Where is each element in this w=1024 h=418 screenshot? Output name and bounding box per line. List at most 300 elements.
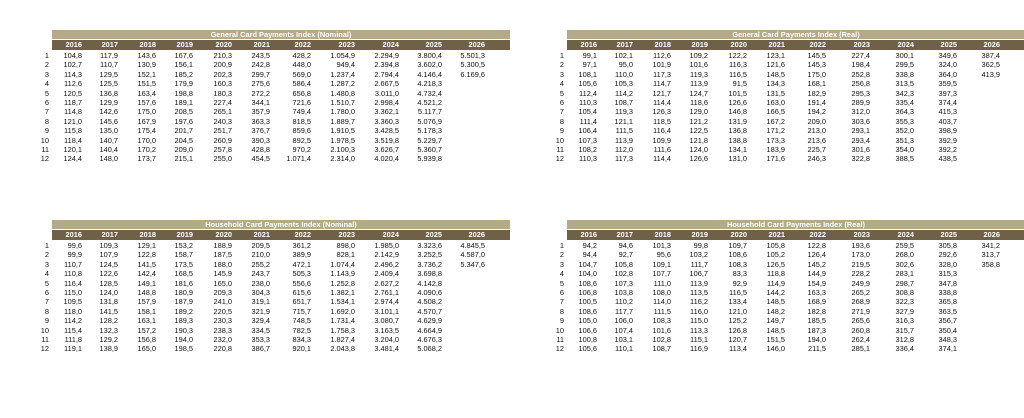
table-cell: 108,3 <box>652 316 671 326</box>
table-cell: 265,6 <box>851 316 870 326</box>
table-cell: 121,0 <box>63 116 82 126</box>
table-cell: 116,4 <box>64 278 82 288</box>
table-cell: 107,7 <box>652 269 671 279</box>
table-cell: 119,3 <box>615 107 633 117</box>
table-cell: 124,4 <box>63 154 82 164</box>
table-row <box>545 288 1015 297</box>
table-cell: 132,3 <box>99 325 118 335</box>
table-cell: 4.570,7 <box>417 306 442 316</box>
table-cell: 108,6 <box>728 250 747 260</box>
table-cell: 120,5 <box>63 88 82 98</box>
table-cell: 131,8 <box>99 297 118 307</box>
table-cell: 125,5 <box>99 79 118 89</box>
table-cell: 197,6 <box>174 116 193 126</box>
table-cell: 129,5 <box>99 69 118 79</box>
table-cell: 389,9 <box>292 250 311 260</box>
row-number: 11 <box>41 335 49 344</box>
table-row <box>545 126 1015 135</box>
table-cell: 359,5 <box>938 79 957 89</box>
row-number: 6 <box>44 288 49 297</box>
table-cell: 101,6 <box>689 60 708 70</box>
table-cell: 3.163,5 <box>374 325 399 335</box>
table-cell: 299,5 <box>895 60 914 70</box>
year-header: 2021 <box>253 40 270 49</box>
table-cell: 149,1 <box>137 278 156 288</box>
table-cell: 157,6 <box>137 98 156 107</box>
row-number: 10 <box>40 325 49 335</box>
table-cell: 260,8 <box>851 325 870 335</box>
table-cell: 365,8 <box>938 297 957 307</box>
table-cell: 782,5 <box>292 325 311 335</box>
table-cell: 230,3 <box>213 316 232 326</box>
table-cell: 271,9 <box>851 306 870 316</box>
table-cell: 108,2 <box>578 145 597 154</box>
table-row <box>545 297 1015 306</box>
row-number: 7 <box>559 297 564 307</box>
table-cell: 3.323,6 <box>417 241 442 250</box>
table-cell: 124,7 <box>689 88 708 98</box>
year-header: 2019 <box>176 230 193 239</box>
table-cell: 123,1 <box>766 51 785 60</box>
table-cell: 114,4 <box>653 98 671 107</box>
table-cell: 193,6 <box>851 241 870 250</box>
table-cell: 83,3 <box>732 269 747 279</box>
row-number: 12 <box>555 344 564 354</box>
table-cell: 308,8 <box>895 288 914 297</box>
table-cell: 1.287,2 <box>330 79 355 89</box>
table-row <box>545 51 1015 60</box>
table-cell: 99,8 <box>693 241 708 250</box>
table-cell: 651,7 <box>292 297 311 307</box>
table-cell: 106,6 <box>578 325 597 335</box>
row-number: 9 <box>44 126 49 136</box>
year-header: 2021 <box>768 40 785 49</box>
table-cell: 3.736,2 <box>417 259 442 269</box>
table-cell: 252,8 <box>851 69 870 79</box>
table-cell: 106,8 <box>578 288 597 297</box>
table-cell: 3.519,8 <box>374 135 399 145</box>
table-cell: 121,2 <box>689 116 708 126</box>
table-cell: 107,3 <box>614 278 633 288</box>
table-cell: 175,4 <box>137 126 156 136</box>
table-cell: 124,0 <box>99 288 118 297</box>
table-cell: 208,5 <box>174 107 193 117</box>
table-cell: 361,2 <box>292 241 311 250</box>
table-cell: 183,9 <box>766 145 785 154</box>
table-cell: 135,0 <box>99 126 118 136</box>
row-number: 2 <box>559 60 564 70</box>
table-cell: 2.142,9 <box>374 250 399 260</box>
table-cell: 356,7 <box>938 316 957 326</box>
row-number: 3 <box>44 259 49 269</box>
table-row <box>30 279 500 288</box>
table-cell: 3.481,4 <box>374 344 399 354</box>
year-header: 2019 <box>691 40 708 49</box>
row-number: 11 <box>41 145 49 154</box>
table-cell: 110,3 <box>579 154 597 164</box>
year-header: 2021 <box>253 230 270 239</box>
table-cell: 142,4 <box>137 269 156 279</box>
table-cell: 2.394,8 <box>374 60 399 70</box>
table-cell: 133,4 <box>728 297 747 307</box>
year-header: 2017 <box>101 230 118 239</box>
table-cell: 2.627,2 <box>374 278 399 288</box>
table-cell: 167,9 <box>137 116 156 126</box>
table-cell: 353,3 <box>251 335 270 344</box>
table-cell: 189,3 <box>174 316 193 326</box>
table-cell: 198,8 <box>174 88 193 98</box>
row-number: 7 <box>44 107 49 117</box>
table-cell: 834,3 <box>292 335 311 344</box>
row-number: 10 <box>40 135 49 145</box>
table-cell: 157,2 <box>137 325 156 335</box>
table-cell: 351,3 <box>895 135 914 145</box>
table-cell: 4.090,6 <box>417 288 442 297</box>
table-cell: 101,3 <box>652 241 671 250</box>
table-cell: 121,7 <box>652 88 671 98</box>
row-number: 2 <box>44 250 49 260</box>
row-number: 9 <box>559 126 564 136</box>
row-number: 11 <box>556 145 564 154</box>
row-number: 5 <box>44 88 49 98</box>
table-cell: 108,7 <box>652 344 671 354</box>
table-cell: 364,3 <box>895 107 914 117</box>
table-cell: 243,5 <box>251 51 270 60</box>
table-cell: 259,5 <box>895 241 914 250</box>
row-number: 10 <box>555 325 564 335</box>
table-cell: 5.347,6 <box>460 259 485 269</box>
table-cell: 569,0 <box>292 69 311 79</box>
table-cell: 586,4 <box>292 79 311 89</box>
table-cell: 151,5 <box>137 79 156 89</box>
table-cell: 338,8 <box>938 288 957 297</box>
table-cell: 116,4 <box>653 126 671 136</box>
table-cell: 111,6 <box>653 145 671 154</box>
year-header: 2021 <box>768 230 785 239</box>
row-number: 3 <box>44 69 49 79</box>
table-title: General Card Payments Index (Real) <box>567 30 1024 39</box>
row-number: 12 <box>40 344 49 354</box>
table-cell: 349,6 <box>938 51 957 60</box>
table-cell: 213,6 <box>807 135 826 145</box>
table-cell: 211,5 <box>808 344 826 354</box>
table-cell: 168,5 <box>174 269 193 279</box>
table-row <box>545 89 1015 98</box>
table-cell: 173,5 <box>174 259 193 269</box>
table-cell: 131,0 <box>728 154 747 164</box>
table-cell: 122,6 <box>99 269 118 279</box>
table-cell: 390,3 <box>251 135 270 145</box>
table-cell: 204,5 <box>174 135 193 145</box>
table-cell: 347,8 <box>938 278 957 288</box>
table-cell: 163,1 <box>137 316 156 326</box>
row-number: 5 <box>559 88 564 98</box>
table-cell: 116,2 <box>690 297 708 307</box>
table-cell: 163,4 <box>137 88 156 98</box>
table-cell: 438,5 <box>938 154 957 164</box>
table-cell: 321,9 <box>251 306 270 316</box>
table-title: Household Card Payments Index (Real) <box>567 220 1024 229</box>
table-cell: 316,3 <box>895 316 914 326</box>
table-cell: 108,3 <box>728 259 747 269</box>
table-cell: 108,6 <box>578 306 597 316</box>
table-cell: 721,6 <box>292 98 311 107</box>
table-cell: 138,8 <box>728 135 747 145</box>
table-row <box>30 241 500 250</box>
table-cell: 140,4 <box>99 145 118 154</box>
table-cell: 295,3 <box>851 88 870 98</box>
table-cell: 312,8 <box>895 335 914 344</box>
table-cell: 120,1 <box>63 145 82 154</box>
table-cell: 120,7 <box>728 335 747 344</box>
table-cell: 145,5 <box>807 51 826 60</box>
table-cell: 152,1 <box>137 69 156 79</box>
year-header: 2026 <box>983 40 1000 49</box>
table-cell: 113,9 <box>690 278 708 288</box>
table-cell: 5.229,7 <box>417 135 442 145</box>
table-cell: 185,2 <box>174 69 193 79</box>
table-cell: 100,8 <box>578 335 597 344</box>
table-cell: 298,7 <box>895 278 914 288</box>
table-cell: 181,6 <box>174 278 193 288</box>
table-cell: 130,9 <box>137 60 156 70</box>
table-cell: 194,2 <box>807 107 826 117</box>
table-cell: 327,9 <box>895 306 914 316</box>
table-cell: 859,6 <box>292 126 311 136</box>
table-cell: 114,2 <box>64 316 82 326</box>
table-cell: 1.143,9 <box>330 269 355 279</box>
table-cell: 242,8 <box>251 60 270 70</box>
table-row <box>545 70 1015 79</box>
table-cell: 227,4 <box>851 51 870 60</box>
table-row <box>545 344 1015 353</box>
table-row <box>545 260 1015 269</box>
table-cell: 102,7 <box>63 60 82 70</box>
table-cell: 3.428,5 <box>374 126 399 136</box>
year-header: 2025 <box>425 40 442 49</box>
table-cell: 114,2 <box>615 88 633 98</box>
table-cell: 91,5 <box>732 79 747 89</box>
table-cell: 115,1 <box>690 335 708 344</box>
table-cell: 272,2 <box>251 88 270 98</box>
table-cell: 158,7 <box>174 250 193 260</box>
table-cell: 238,3 <box>213 325 232 335</box>
table-cell: 4.521,2 <box>417 98 442 107</box>
table-cell: 1.910,5 <box>330 126 355 136</box>
table-cell: 194,0 <box>807 335 826 344</box>
year-header: 2026 <box>983 230 1000 239</box>
table-row <box>545 307 1015 316</box>
table-cell: 374,1 <box>938 344 957 354</box>
table-cell: 194,0 <box>174 335 193 344</box>
table-cell: 108,6 <box>578 278 597 288</box>
table-cell: 116,5 <box>729 69 747 79</box>
table-row <box>545 145 1015 154</box>
table-cell: 113,9 <box>615 135 633 145</box>
table-cell: 154,9 <box>807 278 826 288</box>
table-cell: 94,4 <box>582 250 597 260</box>
table-cell: 115,0 <box>690 316 708 326</box>
table-cell: 117,9 <box>100 51 118 60</box>
row-number: 8 <box>559 116 564 126</box>
table-cell: 300,1 <box>895 51 914 60</box>
year-header: 2022 <box>294 230 311 239</box>
table-cell: 110,2 <box>615 297 633 307</box>
table-cell: 109,7 <box>728 241 747 250</box>
table-cell: 146,0 <box>766 344 785 354</box>
row-number: 2 <box>44 60 49 70</box>
table-row <box>30 136 500 145</box>
table-cell: 148,5 <box>766 297 785 307</box>
table-title: General Card Payments Index (Nominal) <box>52 30 510 39</box>
table-cell: 2.667,5 <box>374 79 399 89</box>
table-cell: 118,6 <box>690 98 708 107</box>
table-cell: 209,0 <box>807 116 826 126</box>
table-cell: 125,2 <box>728 316 747 326</box>
table-row <box>545 326 1015 335</box>
table-cell: 171,6 <box>766 154 785 164</box>
table-cell: 215,1 <box>174 154 193 164</box>
table-cell: 5.939,8 <box>417 154 442 164</box>
table-cell: 175,0 <box>137 107 156 117</box>
table-cell: 119,1 <box>64 344 82 354</box>
row-number: 1 <box>44 241 49 250</box>
table-cell: 128,5 <box>99 278 118 288</box>
table-cell: 251,7 <box>213 126 232 136</box>
table-cell: 121,8 <box>689 135 708 145</box>
year-header: 2020 <box>730 230 747 239</box>
year-header: 2023 <box>853 230 870 239</box>
table-cell: 289,9 <box>851 98 870 107</box>
table-cell: 94,2 <box>582 241 597 250</box>
table-cell: 124,0 <box>689 145 708 154</box>
year-header: 2020 <box>730 40 747 49</box>
table-cell: 118,4 <box>64 135 82 145</box>
table-cell: 334,5 <box>251 325 270 335</box>
table-cell: 4.146,4 <box>417 69 442 79</box>
table-cell: 3.698,8 <box>417 269 442 279</box>
table-cell: 105,0 <box>578 316 597 326</box>
table-cell: 105,8 <box>614 259 633 269</box>
table-cell: 116,9 <box>690 344 708 354</box>
row-number: 11 <box>556 335 564 344</box>
year-header-row <box>52 40 510 50</box>
table-cell: 114,0 <box>653 297 671 307</box>
table-cell: 122,8 <box>807 241 826 250</box>
table-row <box>30 79 500 88</box>
table-cell: 392,9 <box>938 135 957 145</box>
table-cell: 103,2 <box>689 250 708 260</box>
table-cell: 249,9 <box>851 278 870 288</box>
row-number: 6 <box>44 98 49 107</box>
table-cell: 92,7 <box>618 250 633 260</box>
table-cell: 112,6 <box>64 79 82 89</box>
table-cell: 105,6 <box>578 79 597 89</box>
table-cell: 4.587,0 <box>460 250 485 260</box>
table-cell: 1.827,4 <box>330 335 355 344</box>
table-cell: 305,8 <box>938 241 957 250</box>
table-cell: 126,3 <box>652 107 671 117</box>
year-header: 2018 <box>139 230 156 239</box>
table-cell: 95,0 <box>618 60 633 70</box>
table-cell: 336,4 <box>895 344 914 354</box>
table-cell: 388,5 <box>895 154 914 164</box>
table-cell: 114,4 <box>653 154 671 164</box>
table-row <box>30 288 500 297</box>
year-header: 2024 <box>382 230 399 239</box>
table-cell: 153,2 <box>174 241 193 250</box>
row-number: 8 <box>44 116 49 126</box>
table-cell: 107,9 <box>99 250 118 260</box>
table-cell: 348,3 <box>938 335 957 344</box>
table-cell: 1.382,1 <box>330 288 355 297</box>
table-cell: 5.501,3 <box>460 51 485 60</box>
table-cell: 292,6 <box>938 250 957 260</box>
table-cell: 3.602,0 <box>417 60 442 70</box>
row-number: 12 <box>40 154 49 164</box>
table-cell: 110,7 <box>100 60 118 70</box>
table-cell: 3.101,1 <box>374 306 399 316</box>
table-cell: 175,0 <box>807 69 826 79</box>
table-cell: 213,0 <box>807 126 826 136</box>
table-cell: 165,0 <box>213 278 232 288</box>
table-cell: 403,7 <box>938 116 957 126</box>
table-cell: 232,0 <box>213 335 232 344</box>
table-cell: 293,4 <box>851 135 870 145</box>
row-number: 4 <box>44 79 49 89</box>
table-cell: 304,3 <box>251 288 270 297</box>
table-cell: 99,1 <box>582 51 597 60</box>
table-cell: 171,2 <box>766 126 785 136</box>
table-row <box>30 51 500 60</box>
table-cell: 92,9 <box>732 278 747 288</box>
table-cell: 111,8 <box>64 335 82 344</box>
table-row <box>545 107 1015 116</box>
table-cell: 189,2 <box>174 306 193 316</box>
table-cell: 126,6 <box>689 154 708 164</box>
table-cell: 228,2 <box>851 269 870 279</box>
table-cell: 338,8 <box>895 69 914 79</box>
table-cell: 556,6 <box>292 278 311 288</box>
table-cell: 113,5 <box>690 288 708 297</box>
table-cell: 397,3 <box>938 88 957 98</box>
table-cell: 111,5 <box>615 126 633 136</box>
row-number: 4 <box>559 269 564 279</box>
table-cell: 392,2 <box>938 145 957 154</box>
table-cell: 240,3 <box>213 116 232 126</box>
table-row <box>545 154 1015 163</box>
year-header-row <box>567 40 1024 50</box>
table-cell: 898,0 <box>336 241 355 250</box>
table-cell: 1.534,1 <box>330 297 355 307</box>
year-header: 2025 <box>940 40 957 49</box>
table-cell: 268,0 <box>895 250 914 260</box>
table-cell: 210,3 <box>213 51 232 60</box>
table-cell: 200,9 <box>213 60 232 70</box>
table-cell: 124,5 <box>99 259 118 269</box>
row-number: 9 <box>44 316 49 326</box>
table-cell: 111,7 <box>690 259 708 269</box>
table-cell: 117,3 <box>653 69 671 79</box>
table-cell: 189,1 <box>174 98 193 107</box>
table-cell: 454,5 <box>251 154 270 164</box>
year-header: 2017 <box>616 40 633 49</box>
table-cell: 97,1 <box>582 60 597 70</box>
table-cell: 243,7 <box>251 269 270 279</box>
table-row <box>30 154 500 163</box>
table-cell: 1.978,5 <box>330 135 355 145</box>
table-cell: 116,3 <box>729 60 747 70</box>
